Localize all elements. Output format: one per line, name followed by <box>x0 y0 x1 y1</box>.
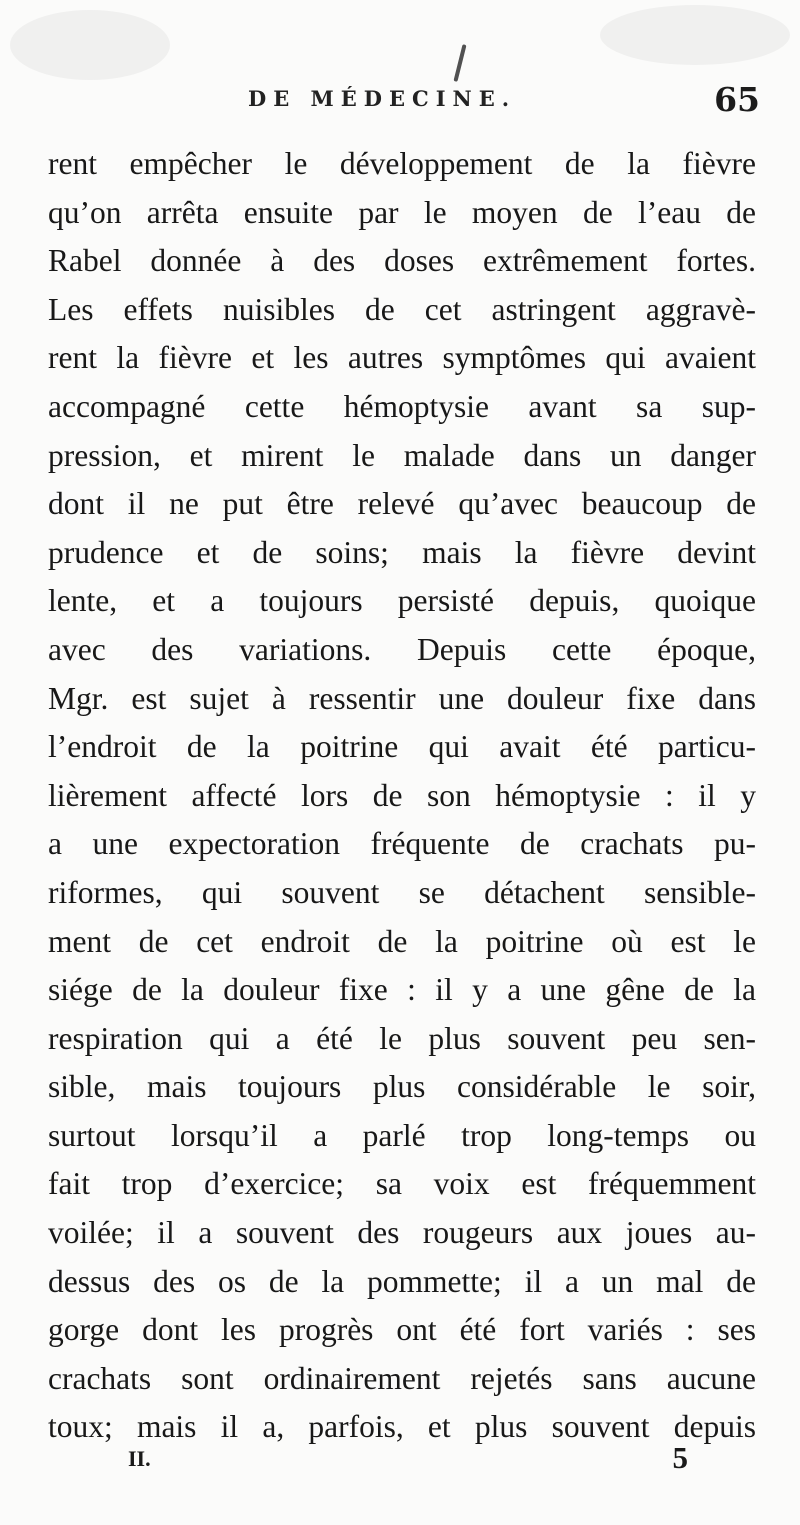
page-footer <box>128 1440 688 1486</box>
text-line: riformes, qui souvent se détachent sensible- <box>48 874 756 910</box>
text-line: sible, mais toujours plus considérable le soir, <box>48 1069 756 1105</box>
text-line: gorge dont les progrès ont été fort variés : ses <box>48 1312 756 1348</box>
ink-mark <box>453 44 466 82</box>
running-title: DE MÉDECINE. <box>248 86 517 111</box>
body-text <box>48 140 756 1452</box>
text-line: lièrement affecté lors de son hémoptysie : il y <box>48 777 756 813</box>
text-line: crachats sont ordinairement rejetés sans aucune <box>48 1360 756 1396</box>
text-line: l’endroit de la poitrine qui avait été particu- <box>48 729 756 765</box>
text-line: rent empêcher le développement de la fièvre <box>48 146 756 181</box>
text-line: pression, et mirent le malade dans un danger <box>48 437 756 473</box>
text-line: fait trop d’exercice; sa voix est fréquemment <box>48 1166 756 1202</box>
text-line: lente, et a toujours persisté depuis, quoique <box>48 583 756 619</box>
signature-mark: 5 <box>672 1440 688 1475</box>
text-line: prudence et de soins; mais la fièvre devint <box>48 534 756 570</box>
text-line: rent la fièvre et les autres symptômes qui avaient <box>48 340 756 376</box>
volume-marker: II. <box>128 1446 151 1471</box>
text-line: voilée; il a souvent des rougeurs aux joues au- <box>48 1215 756 1251</box>
text-line: dessus des os de la pommette; il a un mal de <box>48 1263 756 1299</box>
text-line: Rabel donnée à des doses extrêmement fortes. <box>48 243 756 279</box>
text-line: surtout lorsqu’il a parlé trop long-temps ou <box>48 1117 756 1153</box>
text-line: qu’on arrêta ensuite par le moyen de l’eau de <box>48 194 756 230</box>
text-line: accompagné cette hémoptysie avant sa sup- <box>48 388 756 424</box>
text-line: Les effets nuisibles de cet astringent aggravè- <box>48 291 756 327</box>
text-line: toux; mais il a, parfois, et plus souvent depuis <box>48 1409 756 1445</box>
page-header <box>48 80 760 130</box>
text-line: a une expectoration fréquente de crachats pu- <box>48 826 756 862</box>
text-line: respiration qui a été le plus souvent peu sen- <box>48 1020 756 1056</box>
page-number: 65 <box>714 80 760 119</box>
paper-stain <box>10 10 170 80</box>
text-line: avec des variations. Depuis cette époque, <box>48 631 756 667</box>
text-line: siége de la douleur fixe : il y a une gêne de la <box>48 972 756 1008</box>
text-line: Mgr. est sujet à ressentir une douleur fixe dans <box>48 680 756 716</box>
paper-stain <box>600 5 790 65</box>
text-line: ment de cet endroit de la poitrine où est le <box>48 923 756 959</box>
text-line: dont il ne put être relevé qu’avec beaucoup de <box>48 486 756 522</box>
